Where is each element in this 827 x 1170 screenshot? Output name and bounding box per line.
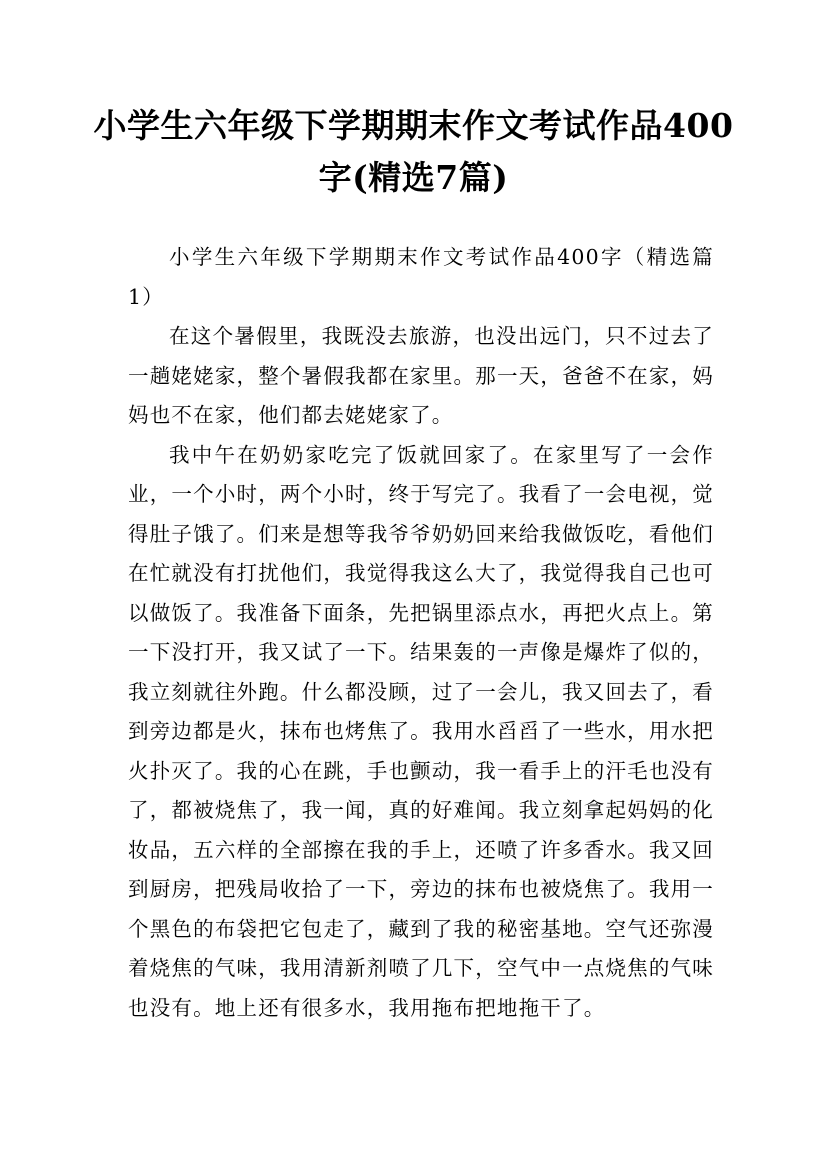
essay-heading-paragraph: 小学生六年级下学期期末作文考试作品400字（精选篇1） <box>128 245 714 309</box>
document-title-line-2: 字(精选7篇) <box>318 158 509 197</box>
document-body <box>128 238 714 1028</box>
document-title-line-1: 小学生六年级下学期期末作文考试作品400 <box>93 106 734 145</box>
body-paragraph-2: 我中午在奶奶家吃完了饭就回家了。在家里写了一会作业，一个小时，两个小时，终于写完了。我看了一会电视，觉得肚子饿了。们来是想等我爷爷奶奶回来给我做饭吃，看他们在忙就没有打扰他们，我觉得我这么大了，我觉得我自己也可以做饭了。我准备下面条，先把锅里添点水，再把火点上。第一下没打开，我又试了一下。结果轰的一声像是爆炸了似的，我立刻就往外跑。什么都没顾，过了一会儿，我又回去了，看到旁边都是火，抹布也烤焦了。我用水舀舀了一些水，用水把火扑灭了。我的心在跳，手也颤动，我一看手上的汗毛也没有了，都被烧焦了，我一闻，真的好难闻。我立刻拿起妈妈的化妆品，五六样的全部擦在我的手上，还喷了许多香水。我又回到厨房，把残局收拾了一下，旁边的抹布也被烧焦了。我用一个黑色的布袋把它包走了，藏到了我的秘密基地。空气还弥漫着烧焦的气味，我用清新剂喷了几下，空气中一点烧焦的气味也没有。地上还有很多水，我用拖布把地拖干了。 <box>128 442 714 1020</box>
body-paragraph-1: 在这个暑假里，我既没去旅游，也没出远门，只不过去了一趟姥姥家，整个暑假我都在家里。那一天，爸爸不在家，妈妈也不在家，他们都去姥姥家了。 <box>128 324 714 427</box>
document-title <box>90 100 737 204</box>
